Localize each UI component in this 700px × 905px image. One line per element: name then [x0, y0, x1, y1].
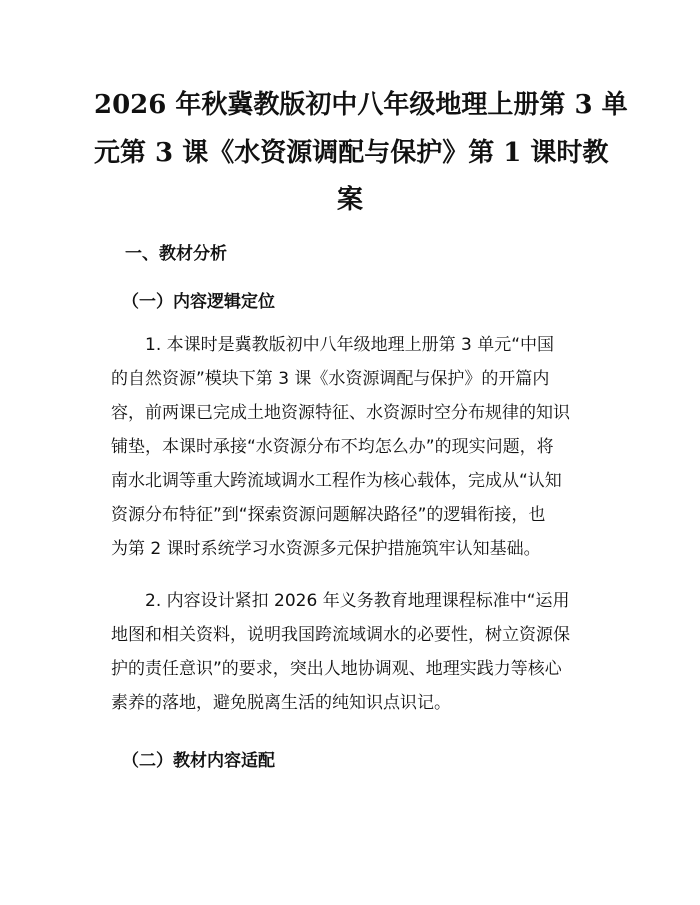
document-title-line-2: 元第 3 课《水资源调配与保护》第 1 课时教 — [94, 138, 609, 168]
subsection-heading-content-logic: （一）内容逻辑定位 — [122, 292, 275, 312]
paragraph-2-line: 素养的落地，避免脱离生活的纯知识点识记。 — [111, 693, 451, 713]
paragraph-1 — [111, 328, 591, 566]
paragraph-2-line: 2. 内容设计紧扣 2026 年义务教育地理课程标准中“运用 — [111, 591, 570, 611]
paragraph-2-line: 地图和相关资料，说明我国跨流域调水的必要性，树立资源保 — [111, 625, 570, 645]
document-title-line-1: 2026 年秋冀教版初中八年级地理上册第 3 单 — [94, 90, 628, 120]
paragraph-1-line: 资源分布特征”到“探索资源问题解决路径”的逻辑衔接，也 — [111, 505, 546, 525]
paragraph-1-line: 为第 2 课时系统学习水资源多元保护措施筑牢认知基础。 — [111, 539, 541, 559]
paragraph-1-line: 铺垫，本课时承接“水资源分布不均怎么办”的现实问题，将 — [111, 437, 554, 457]
paragraph-1-line: 容，前两课已完成土地资源特征、水资源时空分布规律的知识 — [111, 403, 570, 423]
subsection-heading-textbook-content: （二）教材内容适配 — [122, 751, 275, 771]
paragraph-2-line: 护的责任意识”的要求，突出人地协调观、地理实践力等核心 — [111, 659, 562, 679]
paragraph-1-line: 南水北调等重大跨流域调水工程作为核心载体，完成从“认知 — [111, 471, 562, 491]
document-title-line-3: 案 — [336, 185, 363, 215]
paragraph-2 — [111, 584, 591, 720]
paragraph-1-line: 1. 本课时是冀教版初中八年级地理上册第 3 单元“中国 — [111, 335, 555, 355]
paragraph-1-line: 的自然资源”模块下第 3 课《水资源调配与保护》的开篇内 — [111, 369, 550, 389]
section-heading-textbook-analysis: 一、教材分析 — [125, 244, 227, 264]
